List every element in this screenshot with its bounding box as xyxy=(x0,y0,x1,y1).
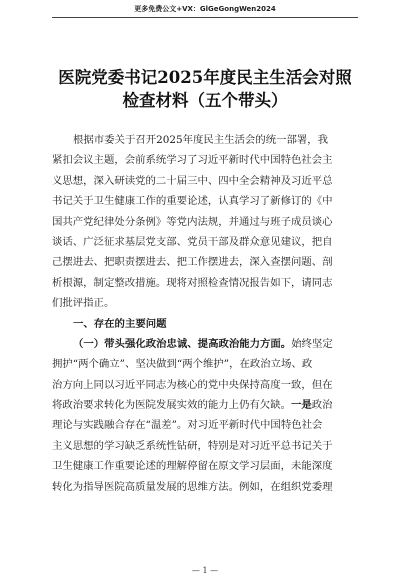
document-body xyxy=(52,130,358,497)
subsection-first-line xyxy=(52,334,358,354)
title-line-2: 检查材料（五个带头） xyxy=(122,91,288,110)
body-line: 转化为指导医院高质量发展的思维方法。例如，在组织党委理 xyxy=(52,480,333,493)
section-heading: 一、存在的主要问题 xyxy=(73,317,167,330)
body-text: 政治 xyxy=(311,399,333,412)
title-line-1: 医院党委书记2025年度民主生活会对照 xyxy=(58,68,352,87)
body-line: 治方向上同以习近平同志为核心的党中央保持高度一致，但在 xyxy=(52,378,333,391)
intro-line: 紧扣会议主题，会前系统学习了习近平新时代中国特色社会主 xyxy=(52,154,333,167)
intro-line: 国共产党纪律处分条例》等党内法规，并通过与班子成员谈心 xyxy=(52,215,333,228)
body-line xyxy=(52,395,358,415)
intro-line: 己摆进去、把职责摆进去、把工作摆进去，深入查摆问题、剖 xyxy=(52,256,333,269)
page-number: — 1 — xyxy=(191,566,219,575)
subsection-text: 始终坚定 xyxy=(291,337,333,350)
intro-line: 根据市委关于召开2025年度民主生活会的统一部署，我 xyxy=(73,134,329,146)
body-line: 卫生健康工作重要论述的理解停留在原文学习层面，未能深度 xyxy=(52,460,333,473)
header-note: 更多免费公文+VX：GlGeGongWen2024 xyxy=(134,5,276,13)
body-line: 主义思想的学习缺乏系统性钻研，特别是对习近平总书记关于 xyxy=(52,439,333,452)
body-line: 拥护“两个确立”、坚决做到“两个维护”，在政治立场、政 xyxy=(52,358,313,371)
intro-line: 们批评指正。 xyxy=(52,297,115,310)
body-text: 将政治要求转化为医院发展实效的能力上仍有欠缺。 xyxy=(52,399,291,412)
intro-line: 书记关于卫生健康工作的重要论述，认真学习了新修订的《中 xyxy=(52,195,333,208)
intro-line: 谈话、广泛征求基层党支部、党员干部及群众意见建议，把自 xyxy=(52,235,333,248)
intro-line: 义思想，深入研读党的二十届三中、四中全会精神及习近平总 xyxy=(52,174,333,187)
body-line: 理论与实践融合存在“温差”。对习近平新时代中国特色社会 xyxy=(52,419,323,432)
intro-line: 析根源，制定整改措施。现将对照检查情况报告如下，请同志 xyxy=(52,276,333,289)
document-title xyxy=(40,66,370,112)
subsection-heading: （一）带头强化政治忠诚、提高政治能力方面。 xyxy=(73,337,292,350)
header-divider xyxy=(52,17,358,18)
point-marker: 一是 xyxy=(290,399,312,412)
